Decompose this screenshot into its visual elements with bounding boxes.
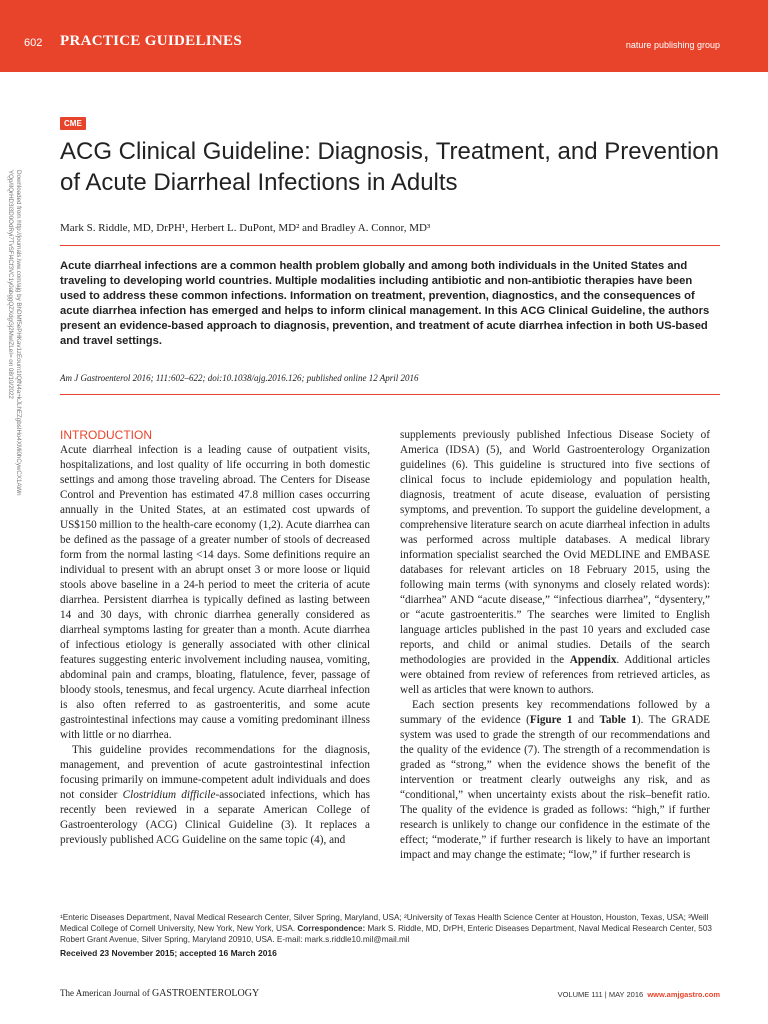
citation: Am J Gastroenterol 2016; 111:602–622; doi:10.1038/ajg.2016.126; published online 12 April 2016 bbox=[60, 373, 419, 383]
table-1-link[interactable]: Table 1 bbox=[599, 714, 637, 726]
affiliation-footnote: ¹Enteric Diseases Department, Naval Medical Research Center, Silver Spring, Maryland, USA; ²University of Texas Health Science Center at Houston, Houston, Texas, USA; ³Weill Medical College of Cornell University, New York, New York, USA. Correspondence: Mark S. Riddle, MD, DrPH, Enteric Diseases Department, Naval Medical Research Center, 503 Robert Grant Avenue, Silver Spring, Maryland 20910, USA. E-mail: mark.s.riddle10.mil@mail.mil bbox=[60, 913, 712, 944]
body-column-left bbox=[60, 428, 370, 848]
paragraph: supplements previously published Infectious Disease Society of America (IDSA) (5), and World Gastroenterology Organization guidelines (6). This guideline is structured into five sections of clinical focus to include epidemiology and population health, diagnosis, treatment of acute disease, evaluation of persisting symptoms, and prevention. To support the guideline development, a comprehensive literature search on acute diarrheal infection in adults was performed across multiple databases. A medical library information specialist searched the Ovid MEDLINE and EMBASE databases for relevant articles on 18 February 2015, using the following main terms (with synonyms and closely related words): “diarrhea” AND “acute disease,” “infectious diarrhea”, “dysentery,” or “acute gastroenteritis.” The searches were limited to English language articles published in the past 10 years and excluded case reports, and child or animal studies. Details of the search methodologies are provided in the Appendix. Additional articles were obtained from review of references from retrieved articles, as well as articles that were known to authors. bbox=[400, 429, 710, 696]
paragraph: This guideline provides recommendations for the diagnosis, management, and prevention of acute gastrointestinal infection focusing primarily on immune-competent adult individuals and does not consider Clostridium difficile-associated infections, which has recently been reviewed in a separate American College of Gastroenterology (ACG) Clinical Guideline (3). It replaces a previously published ACG Guideline on the same topic (4), and bbox=[60, 744, 370, 846]
figure-1-link[interactable]: Figure 1 bbox=[529, 714, 573, 726]
page-number: 602 bbox=[24, 37, 43, 49]
journal-name: The American Journal of GASTROENTEROLOGY bbox=[60, 988, 260, 999]
article-title: ACG Clinical Guideline: Diagnosis, Treatment, and Prevention of Acute Diarrheal Infections in Adults bbox=[60, 138, 719, 196]
page-header bbox=[0, 0, 768, 72]
appendix-link[interactable]: Appendix bbox=[569, 654, 617, 666]
journal-website-link[interactable]: www.amjgastro.com bbox=[647, 990, 720, 999]
divider-top bbox=[60, 245, 720, 246]
body-column-right bbox=[400, 428, 710, 863]
watermark-line-2: YQp/IlQrHD3i3D0OdRyi7TvSFl4Cf3VC1y0abggQZXdgGj2MwlZLeI= on 08/10/2022 bbox=[7, 170, 14, 399]
section-heading-introduction: INTRODUCTION bbox=[60, 428, 152, 442]
received-dates: Received 23 November 2015; accepted 16 March 2016 bbox=[60, 948, 277, 958]
section-label: PRACTICE GUIDELINES bbox=[60, 33, 242, 49]
footer-volume: VOLUME 111 | MAY 2016 www.amjgastro.com bbox=[557, 990, 720, 999]
watermark-line-1: Downloaded from http://journals.lww.com/ajg by BhDMf5ePHKav1zEoum1tQfN4a+kJLhEZgbsIHo4XMi0hCywCX1AWn bbox=[15, 170, 22, 496]
author-list: Mark S. Riddle, MD, DrPH¹, Herbert L. DuPont, MD² and Bradley A. Connor, MD³ bbox=[60, 222, 431, 234]
abstract: Acute diarrheal infections are a common health problem globally and among both individuals in the United States and traveling to developing world countries. Multiple modalities including antibiotic and non-antibiotic therapies have been used to address these common infections. Information on treatment, prevention, diagnostics, and the consequences of acute diarrhea infection has emerged and helps to inform clinical management. In this ACG Clinical Guideline, the authors present an evidence-based approach to diagnosis, prevention, and treatment of acute diarrhea infection in both US-based and travel settings. bbox=[60, 260, 710, 347]
paragraph: Each section presents key recommendations followed by a summary of the evidence (Figure 1 and Table 1). The GRADE system was used to grade the strength of our recommendations and the quality of the evidence (7). The strength of a recommendation is graded as “strong,” when the evidence shows the benefit of the intervention or treatment clearly outweighs any risk, and as “conditional,” when uncertainty exists about the risk–benefit ratio. The quality of the evidence is graded as follows: “high,” if further research is unlikely to change our confidence in the estimate of the effect; “moderate,” if further research is likely to have an important impact and may change the estimate; “low,” if further research is bbox=[400, 699, 710, 861]
cme-badge: CME bbox=[60, 117, 86, 130]
paragraph: Acute diarrheal infection is a leading cause of outpatient visits, hospitalizations, and lost quality of life occurring in both domestic settings and among those traveling abroad. The Centers for Disease Control and Prevention has estimated 47.8 million cases occurring annually in the United States, at an estimated cost upwards of US$150 million to the health-care economy (1,2). Acute diarrhea can be defined as the passage of a greater number of stools of decreased form from the normal lasting <14 days. Some definitions require an individual to present with an abrupt onset 3 or more loose or liquid stools above baseline in a 24-h period to meet the criteria of acute diarrhea. Persistent diarrhea is typically defined as lasting between 14 and 30 days, with chronic diarrhea generally considered as diarrheal symptoms lasting for greater than a month. Acute diarrhea of infectious etiology is generally associated with other clinical features suggesting enteric involvement including nausea, vomiting, abdominal pain and cramps, bloating, flatulence, fever, passage of bloody stools, tenesmus, and fecal urgency. Acute diarrheal infection is also often referred to as gastroenteritis, and some acute gastrointestinal infections may cause a vomiting predominant illness with little or no diarrhea. bbox=[60, 444, 370, 741]
divider-bottom bbox=[60, 394, 720, 395]
publisher-name: nature publishing group bbox=[625, 40, 720, 50]
